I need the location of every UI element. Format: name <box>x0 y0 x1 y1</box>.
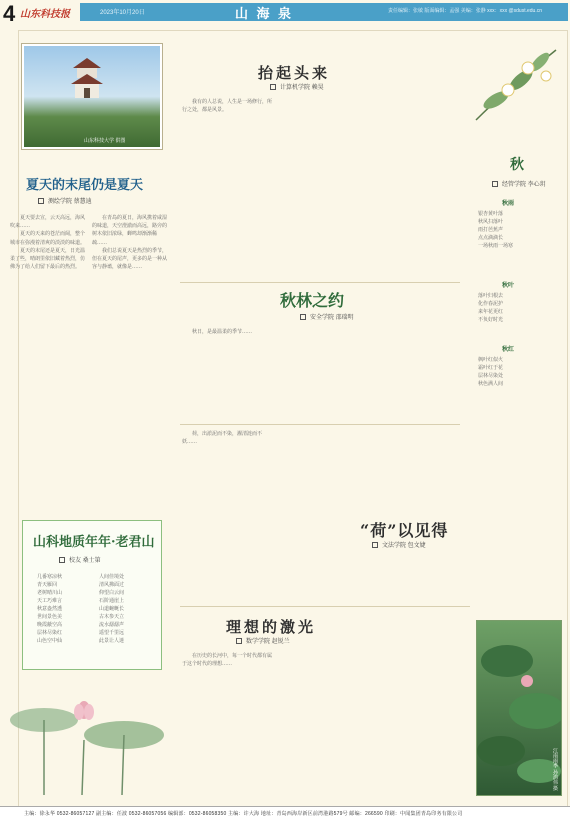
article-title: 秋林之约 <box>280 291 345 310</box>
article-body-col1 <box>182 652 272 800</box>
article-title: “荷”以见得 <box>360 521 449 540</box>
paragraph: 夏天要去宣，云天高远，海风吹来…… <box>10 215 86 230</box>
poem-line: 层林尽染处 <box>478 373 504 379</box>
paragraph: 夏天的末尾还是夏天，日光温柔了些，晴朗里依旧藏着热烈，仿佛为了给人们留下最后的热烈。 <box>10 247 86 271</box>
divider <box>180 606 470 607</box>
page-header <box>0 0 570 26</box>
article-title: 夏天的末尾仍是夏天 <box>26 178 144 193</box>
article-title: 抬起头来 <box>258 64 331 82</box>
author-name: 经管学院 李心玥 <box>502 182 546 188</box>
page-footer <box>0 806 570 820</box>
poem-lines <box>478 356 558 388</box>
article-author <box>270 82 324 91</box>
poem-line: 化作春泥护 <box>478 301 504 307</box>
poem-line: 落叶归根去 <box>478 293 504 299</box>
article-author <box>300 312 354 321</box>
author-name: 文法学院 包文婕 <box>382 543 426 549</box>
poem-line: 山色空中仙 <box>37 638 63 644</box>
left-article <box>4 34 174 464</box>
author-name: 计算机学院 赖昊 <box>280 85 324 91</box>
author-marker-icon <box>236 638 242 644</box>
poem-line: 点点滴滴长 <box>478 235 504 241</box>
article-body-col2 <box>278 328 366 420</box>
article-body-col1 <box>182 98 272 278</box>
author-name: 安全学院 邵瑞明 <box>310 315 354 321</box>
poem-lines <box>37 573 149 645</box>
article-body-col1 <box>182 328 272 420</box>
poem-line: 山道蜿蜒长 <box>99 606 125 612</box>
poem-line: 遥望千里远 <box>99 630 125 636</box>
paragraph: 我们总说夏天是热烈的季节，但在夏天的尾声，更多的是一种从容与静谧，就像是…… <box>92 247 168 271</box>
poem-line: 银杏黄叶落 <box>478 211 504 217</box>
poem-subtitle: 秋雨 <box>502 200 515 207</box>
article-body-col3 <box>372 430 472 514</box>
poem-line: 来年花更红 <box>478 309 504 315</box>
poem-author <box>59 555 101 564</box>
poem-line: 不负好时光 <box>478 317 504 323</box>
poem-line: 流水潺潺声 <box>99 622 125 628</box>
author-name: 测绘学院 蔡慧迪 <box>48 199 92 205</box>
poem-title: 山科地质年年·老君山 <box>33 535 155 550</box>
author-name: 校友 桑士第 <box>69 558 101 564</box>
poem-line: 人间佳境处 <box>99 574 125 580</box>
poem-line: 层林尽染红 <box>37 630 63 636</box>
header-editors: 责任编辑：张敏 版面编辑：孟强 美编：张静 xxx：xxx @sdust.edu.cn <box>388 8 542 14</box>
article-title: 理想的激光 <box>226 618 317 636</box>
poem-line: 秋色满人间 <box>478 381 504 387</box>
paragraph: 夏天的天来的苍茫而阔，整个城市在弥漫着清爽的淡淡的味道。 <box>10 231 86 246</box>
page-number: 4 <box>3 1 16 26</box>
article-body-col1 <box>10 214 86 464</box>
article-body-col3 <box>372 328 458 420</box>
footer-info: 主编：徐永华 0532-86057127 副主编：任波 0532-86057056 编辑部：0532-86058350 主编：许大海 地址：青岛西海岸新区前湾港路579号 邮编：266590 印刷：中闻集团青岛印务有限公司 <box>24 811 463 817</box>
article-body-col2 <box>278 430 366 600</box>
poem-subtitle: 秋红 <box>502 346 515 353</box>
article-author <box>38 196 92 205</box>
article-body-col2 <box>278 98 366 278</box>
article-body-col2 <box>92 214 170 464</box>
paragraph: 荷，出淤泥而不染，濯清涟而不妖…… <box>182 431 263 446</box>
poem-line: 古木参天立 <box>99 614 125 620</box>
poem-title: 秋 <box>510 157 524 173</box>
poem-line: 雨打芭蕉声 <box>478 227 504 233</box>
lotus-illustration-icon <box>4 680 174 800</box>
author-name: 数学学院 赵锐兰 <box>246 639 290 645</box>
paragraph: 秋日，是最温柔的季节…… <box>192 329 253 335</box>
photo-caption: 山东科技大学 供图 <box>84 138 126 144</box>
poem-line: 世间景色美 <box>37 614 63 620</box>
poem-line: 天工巧难言 <box>37 598 63 604</box>
right-poem-column <box>462 34 564 494</box>
poem-line: 青天雁回 <box>37 582 58 588</box>
article-author <box>236 636 290 645</box>
article-author <box>372 540 426 549</box>
poem-line: 霜叶红于花 <box>478 365 504 371</box>
article-body-col1 <box>182 430 272 600</box>
poem-lines <box>478 210 558 250</box>
divider <box>180 282 460 283</box>
author-marker-icon <box>492 181 498 187</box>
poem-subtitle: 秋叶 <box>502 282 515 289</box>
lotus-photo <box>476 620 562 796</box>
flower-illustration-icon <box>466 40 562 136</box>
poem-author <box>492 179 546 188</box>
author-marker-icon <box>38 198 44 204</box>
divider <box>180 424 460 425</box>
author-marker-icon <box>372 542 378 548</box>
poem-line: 仰望白云间 <box>99 590 125 596</box>
poem-line: 此景让人迷 <box>99 638 125 644</box>
poem-line: 枫叶红似火 <box>478 357 504 363</box>
lotus-leaves-icon <box>477 621 562 796</box>
poem-line: 石阶通崖上 <box>99 598 125 604</box>
article-body-col2 <box>278 652 370 800</box>
poem-line: 一场秋雨一场寒 <box>478 243 514 249</box>
paragraph: 我有的人总说，人生是一场修行，所行之处，都是风景。 <box>182 99 272 114</box>
article-body-col4 <box>372 556 472 616</box>
article-body-col3 <box>376 652 472 800</box>
poem-line: 老树晴川山 <box>37 590 63 596</box>
masthead: 山东科技报 <box>20 9 70 20</box>
poem-line: 晚霞蔽空高 <box>37 622 63 628</box>
author-marker-icon <box>59 557 65 563</box>
photo-caption: 江南雨季 孙鸿伟 摄 <box>552 748 558 791</box>
author-marker-icon <box>270 84 276 90</box>
paragraph: 在青岛的夏日，海风携着咸湿的味道，天空澄澈而高远，路旁的树木依旧浓绿，蝉鸣却渐渐稀疏…… <box>92 215 168 246</box>
article-body-col3 <box>372 98 458 278</box>
poem-line: 清风拂面过 <box>99 582 125 588</box>
header-date: 2023年10月20日 <box>100 10 145 16</box>
author-marker-icon <box>300 314 306 320</box>
poem-line: 几番寒凉秋 <box>37 574 63 580</box>
section-name: 山 海 泉 <box>235 7 294 22</box>
poem-line: 秋意盎然透 <box>37 606 63 612</box>
poem-lines <box>478 292 558 324</box>
pavilion-icon <box>69 58 105 104</box>
poem-line: 秋风扫落叶 <box>478 219 504 225</box>
article-photo <box>22 44 162 149</box>
poem-box <box>22 520 162 670</box>
paragraph: 在历史的长河中，每一个时代都有属于这个时代的理想…… <box>182 653 272 668</box>
